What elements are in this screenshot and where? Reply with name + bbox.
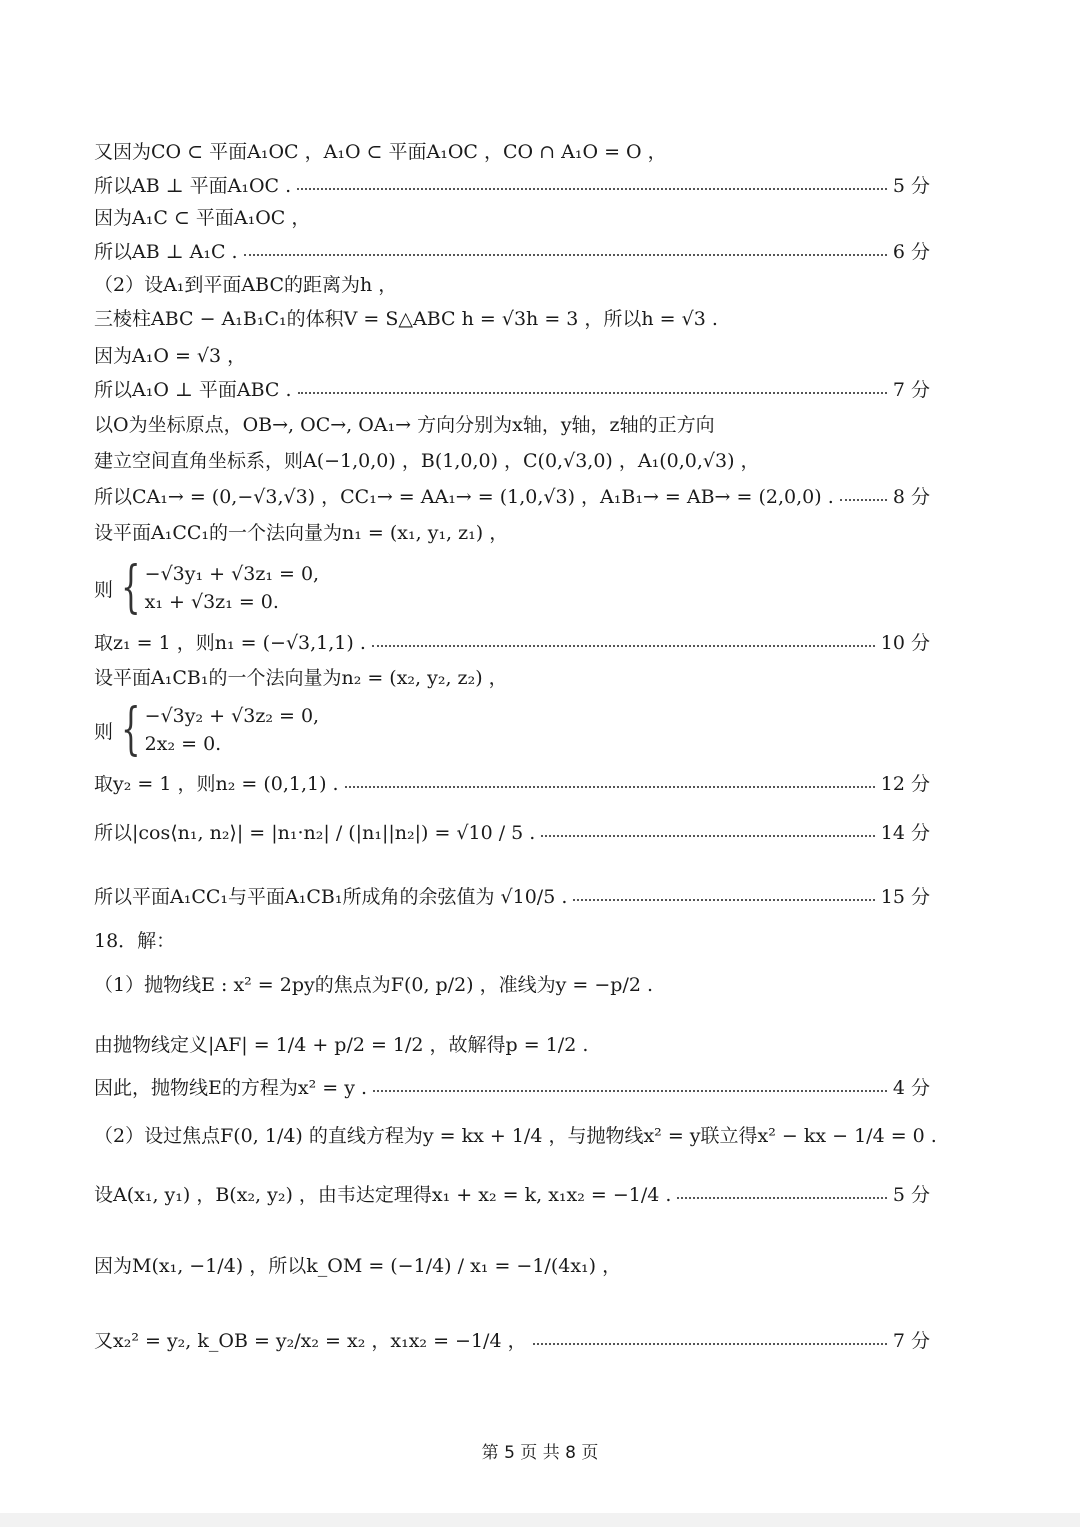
solution-line: 由抛物线定义|AF| = 1/4 + p/2 = 1/2 ，故解得p = 1/2 . <box>94 1033 589 1056</box>
score-mark: 6 分 <box>892 240 930 263</box>
score-mark: 7 分 <box>892 378 930 401</box>
solution-line: 又因为CO ⊂ 平面A₁OC ，A₁O ⊂ 平面A₁OC ，CO ∩ A₁O = O ， <box>94 140 667 163</box>
solution-line: 所以AB ⊥ A₁C . 6 分 <box>94 233 930 267</box>
score-mark: 4 分 <box>892 1076 930 1099</box>
solution-line: （2）设A₁到平面ABC的距离为h ， <box>94 273 398 296</box>
solution-line: 取z₁ = 1 ，则n₁ = (−√3,1,1) . 10 分 <box>94 624 930 658</box>
score-mark: 5 分 <box>892 1183 930 1206</box>
brace-icon: { <box>121 555 141 620</box>
scan-edge <box>0 1513 1080 1527</box>
problem-heading: 18．解： <box>94 929 176 952</box>
solution-line: 所以CA₁→ = (0,−√3,√3) ，CC₁→ = AA₁→ = (1,0,√3) ，A₁B₁→ = AB→ = (2,0,0) . 8 分 <box>94 478 930 512</box>
score-mark: 12 分 <box>880 772 930 795</box>
equation-system: 则 { −√3y₂ + √3z₂ = 0, 2x₂ = 0. <box>94 697 320 762</box>
score-mark: 14 分 <box>880 821 930 844</box>
brace-icon: { <box>121 697 141 762</box>
solution-line: 因为M(x₁, −1/4) ，所以k_OM = (−1/4) / x₁ = −1/(4x₁) ， <box>94 1254 622 1277</box>
solution-line: 设平面A₁CB₁的一个法向量为n₂ = (x₂, y₂, z₂) ， <box>94 666 508 689</box>
solution-line: 以O为坐标原点，OB→, OC→, OA₁→ 方向分别为x轴，y轴，z轴的正方向 <box>94 413 715 436</box>
score-mark: 5 分 <box>892 174 930 197</box>
solution-line: （1）抛物线E : x² = 2py的焦点为F(0, p/2) ，准线为y = −p/2 . <box>94 973 654 996</box>
solution-line: 因此，抛物线E的方程为x² = y . 4 分 <box>94 1069 930 1103</box>
solution-line: 又x₂² = y₂, k_OB = y₂/x₂ = x₂ ，x₁x₂ = −1/4 ， 7 分 <box>94 1322 930 1356</box>
score-mark: 7 分 <box>892 1329 930 1352</box>
page-number-footer: 第 5 页 共 8 页 <box>481 1443 599 1463</box>
solution-line: 所以A₁O ⊥ 平面ABC . 7 分 <box>94 371 930 405</box>
score-mark: 10 分 <box>880 631 930 654</box>
solution-line: 三棱柱ABC − A₁B₁C₁的体积V = S△ABC h = √3h = 3 ，所以h = √3 . <box>94 307 718 330</box>
solution-line: 设平面A₁CC₁的一个法向量为n₁ = (x₁, y₁, z₁) ， <box>94 521 509 544</box>
solution-line: 设A(x₁, y₁) ，B(x₂, y₂) ，由韦达定理得x₁ + x₂ = k, x₁x₂ = −1/4 . 5 分 <box>94 1176 930 1210</box>
score-mark: 8 分 <box>892 485 930 508</box>
solution-line: 取y₂ = 1 ，则n₂ = (0,1,1) . 12 分 <box>94 765 930 799</box>
solution-line: 因为A₁O = √3 ， <box>94 344 247 367</box>
solution-line: 建立空间直角坐标系，则A(−1,0,0) ，B(1,0,0) ，C(0,√3,0) ，A₁(0,0,√3) ， <box>94 449 760 472</box>
solution-line: （2）设过焦点F(0, 1/4) 的直线方程为y = kx + 1/4 ，与抛物线x² = y联立得x² − kx − 1/4 = 0 . <box>94 1124 937 1147</box>
score-mark: 15 分 <box>880 885 930 908</box>
solution-line: 所以平面A₁CC₁与平面A₁CB₁所成角的余弦值为 √10/5 . 15 分 <box>94 878 930 912</box>
solution-line: 因为A₁C ⊂ 平面A₁OC ， <box>94 206 311 229</box>
equation-system: 则 { −√3y₁ + √3z₁ = 0, x₁ + √3z₁ = 0. <box>94 555 320 620</box>
solution-line: 所以|cos⟨n₁, n₂⟩| = |n₁·n₂| / (|n₁||n₂|) = √10 / 5 . 14 分 <box>94 814 930 848</box>
solution-line: 所以AB ⊥ 平面A₁OC . 5 分 <box>94 167 930 201</box>
